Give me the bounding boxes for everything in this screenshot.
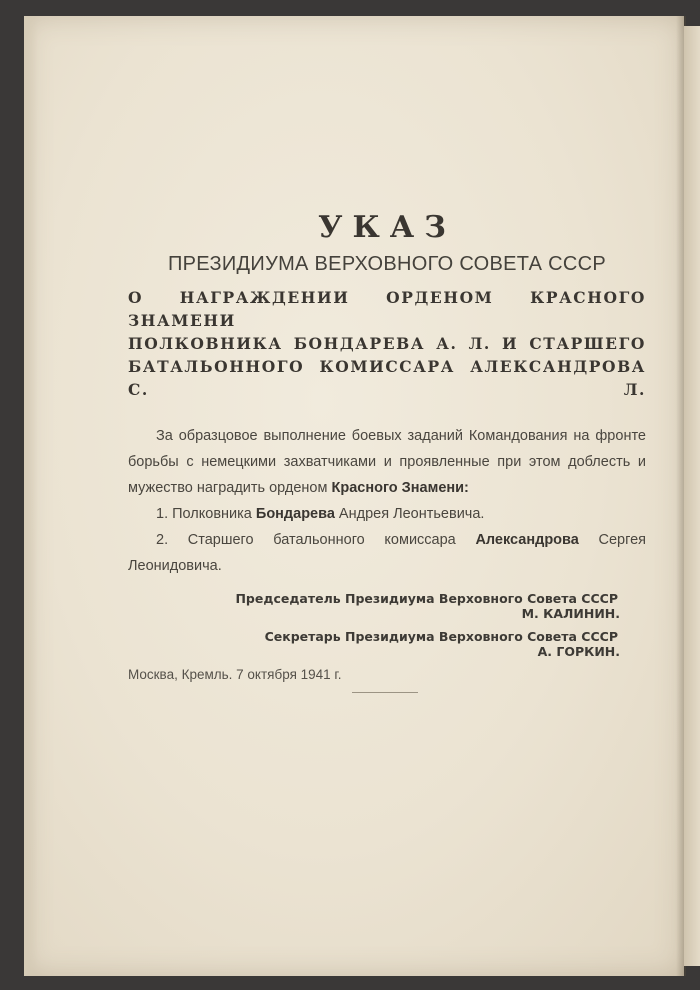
award-item: [128, 501, 646, 527]
heading-line: БАТАЛЬОННОГО КОМИССАРА АЛЕКСАНДРОВА С. Л.: [128, 357, 646, 399]
signatory-name: А. ГОРКИН.: [537, 644, 620, 659]
decree-text: [128, 210, 646, 682]
signatory-position: Секретарь Президиума Верховного Совета СССР: [264, 629, 618, 644]
heading-line: ПОЛКОВНИКА БОНДАРЕВА А. Л. И СТАРШЕГО: [128, 334, 646, 353]
divider-line: [352, 692, 418, 693]
award-item: [128, 527, 646, 579]
award-item-surname: Александрова: [475, 532, 579, 548]
paper-edge: [24, 16, 38, 976]
intro-paragraph: [128, 423, 646, 501]
decree-title: УКАЗ: [318, 210, 456, 245]
signatory-name: М. КАЛИНИН.: [521, 606, 620, 621]
decree-body: [128, 423, 646, 579]
next-page-edge: [684, 26, 700, 966]
intro-text: За образцовое выполнение боевых заданий Командования на фронте борьбы с немецкими захватчиками и проявленные при этом доблесть и мужество наградить орденом: [128, 428, 646, 496]
award-item-prefix: 2. Старшего батальонного комиссара: [156, 532, 476, 548]
intro-award-name: Красного Знамени:: [331, 480, 469, 496]
heading-line: О НАГРАЖДЕНИИ ОРДЕНОМ КРАСНОГО ЗНАМЕНИ: [128, 288, 646, 330]
award-item-suffix: Андрея Леонтьевича.: [334, 506, 485, 522]
award-item-prefix: 1. Полковника: [156, 506, 256, 522]
decree-heading: [128, 286, 646, 401]
award-item-suffix: Сергея Леонидовича.: [128, 532, 646, 574]
decree-subtitle: ПРЕЗИДИУМА ВЕРХОВНОГО СОВЕТА СССР: [167, 253, 607, 275]
award-item-surname: Бондарева: [255, 506, 335, 522]
signature-block: [128, 591, 646, 659]
signatory-position: Председатель Президиума Верховного Совета СССР: [235, 591, 618, 606]
place-and-date: Москва, Кремль. 7 октября 1941 г.: [128, 667, 342, 682]
